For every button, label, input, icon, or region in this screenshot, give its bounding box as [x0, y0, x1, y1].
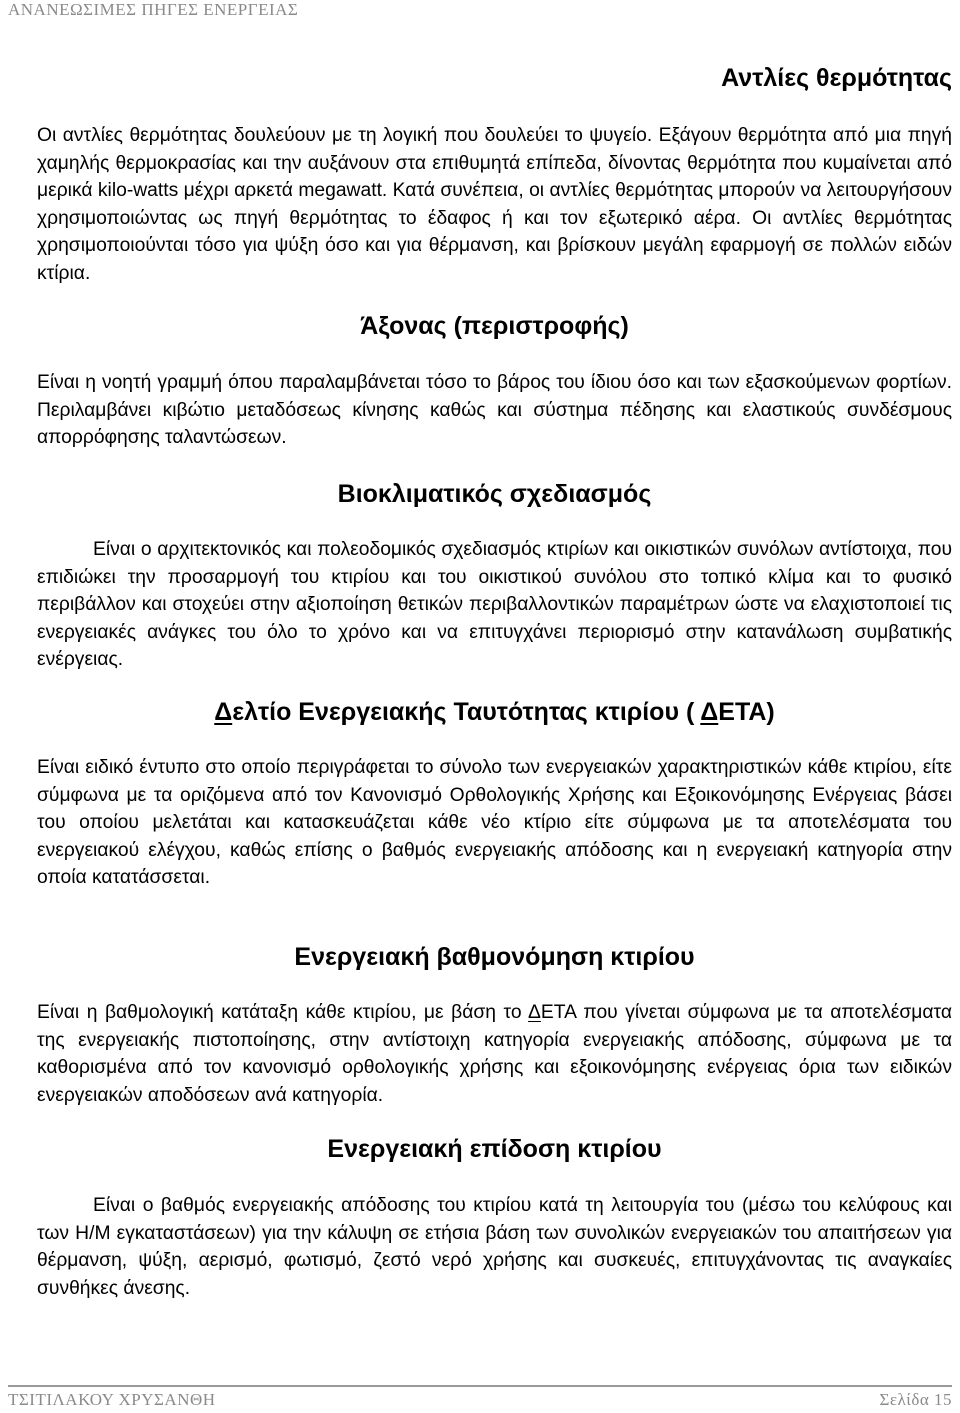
section-body-bioclimatic-design: Είναι ο αρχιτεκτονικός και πολεοδομικός σχεδιασμός κτιρίων και οικιστικών συνόλων αντίστοιχα, που επιδιώκει την προσαρμογή του κτιρίου και του οικιστικού συνόλου στο τοπικό κλίμα και το φυσικό περιβάλλον και στοχεύει στην αξιοποίηση θετικών περιβαλλοντικών παραμέτρων ώστε να ελαχιστοποιεί τις ενεργειακές ανάγκες του όλο το χρόνο και να επιτυγχάνει περιορισμό στην κατανάλωση συμβατικής ενέργειας.: [37, 539, 952, 671]
rating-body-delta: Δ: [528, 1002, 541, 1023]
running-header: ΑΝΑΝΕΩΣΙΜΕΣ ΠΗΓΕΣ ΕΝΕΡΓΕΙΑΣ: [8, 0, 299, 19]
title-acronym-delta: Δ: [700, 698, 719, 726]
section-title-energy-performance: Ενεργειακή επίδοση κτιρίου: [327, 1135, 662, 1163]
footer-page-number: Σελίδα 15: [879, 1390, 952, 1409]
section-body-rotation-axis: Είναι η νοητή γραμμή όπου παραλαμβάνεται τόσο το βάρος του ίδιου όσο και των εξασκούμενων φορτίων. Περιλαμβάνει κιβώτιο μεταδόσεως κίνησης καθώς και σύστημα πέδησης και ελαστικούς συνδέσμους απορρόφησης ταλαντώσεων.: [37, 372, 952, 449]
title-middle-text: ελτίο Ενεργειακής Ταυτότητας κτιρίου (: [232, 698, 701, 726]
section-body-energy-performance: Είναι ο βαθμός ενεργειακής απόδοσης του κτιρίου κατά τη λειτουργία του (μέσω του κελύφους και των Η/Μ εγκαταστάσεων) για την κάλυψη σε ετήσια βάση των συνολικών ενεργειακών του απαιτήσεων για θέρμανση, ψύξη, αερισμό, φωτισμό, ζεστό νερό χρήσης και συσκευές, επιτυγχάνοντας τις αναγκαίες συνθήκες άνεσης.: [37, 1195, 952, 1299]
page-footer: [8, 1385, 952, 1413]
title-delta-letter: Δ: [214, 698, 233, 726]
section-body-energy-rating: [37, 999, 952, 1109]
section-title-energy-rating: Ενεργειακή βαθμονόμηση κτιρίου: [294, 943, 695, 971]
section-body-energy-certificate: Είναι ειδικό έντυπο στο οποίο περιγράφεται το σύνολο των ενεργειακών χαρακτηριστικών κάθε κτιρίου, είτε σύμφωνα με τα οριζόμενα από τον Κανονισμό Ορθολογικής Χρήσης και Εξοικονόμησης Ενέργειας βάσει του οποίου μελετάται και κατασκευάζεται κάθε νέο κτίριο είτε σύμφωνα με τα αποτελέσματα του ενεργειακού ελέγχου, καθώς επίσης ο βαθμός ενεργειακής απόδοσης και η ενεργειακή κατηγορία στην οποία κατατάσσεται.: [37, 757, 952, 889]
section-title-heat-pumps: Αντλίες θερμότητας: [721, 64, 952, 92]
rating-body-end: ΕΤΑ που γίνεται σύμφωνα με τα αποτελέσματα της ενεργειακής πιστοποίησης, στην αντίστοιχη κατηγορία ενεργειακής απόδοσης, σύμφωνα με τα καθορισμένα από τον κανονισμό ορθολογικής χρήσης και εξοικονόμησης ενέργειας όρια των ειδικών ενεργειακών αποδόσεων ανά κατηγορία.: [37, 1002, 952, 1106]
section-body-heat-pumps: Οι αντλίες θερμότητας δουλεύουν με τη λογική που δουλεύει το ψυγείο. Εξάγουν θερμότητα από μια πηγή χαμηλής θερμοκρασίας και την αυξάνουν στα επιθυμητά επίπεδα, δίνοντας θερμότητα που κυμαίνεται από μερικά kilo-watts μέχρι αρκετά megawatt. Κατά συνέπεια, οι αντλίες θερμότητας μπορούν να λειτουργήσουν χρησιμοποιώντας ως πηγή θερμότητας το έδαφος ή και τον εξωτερικό αέρα. Οι αντλίες θερμότητας χρησιμοποιούνται τόσο για ψύξη όσο και για θέρμανση, και βρίσκουν μεγάλη εφαρμογή σε πολλών ειδών κτίρια.: [37, 125, 952, 284]
rating-body-start: Είναι η βαθμολογική κατάταξη κάθε κτιρίου, με βάση το: [37, 1002, 529, 1023]
section-title-rotation-axis: Άξονας (περιστροφής): [360, 312, 629, 340]
title-suffix-text: ΕΤΑ): [718, 698, 775, 726]
footer-author: ΤΣΙΤΙΛΑΚΟΥ ΧΡΥΣΑΝΘΗ: [8, 1390, 216, 1409]
section-title-energy-certificate: [37, 696, 952, 728]
section-title-bioclimatic-design: Βιοκλιματικός σχεδιασμός: [337, 480, 652, 508]
